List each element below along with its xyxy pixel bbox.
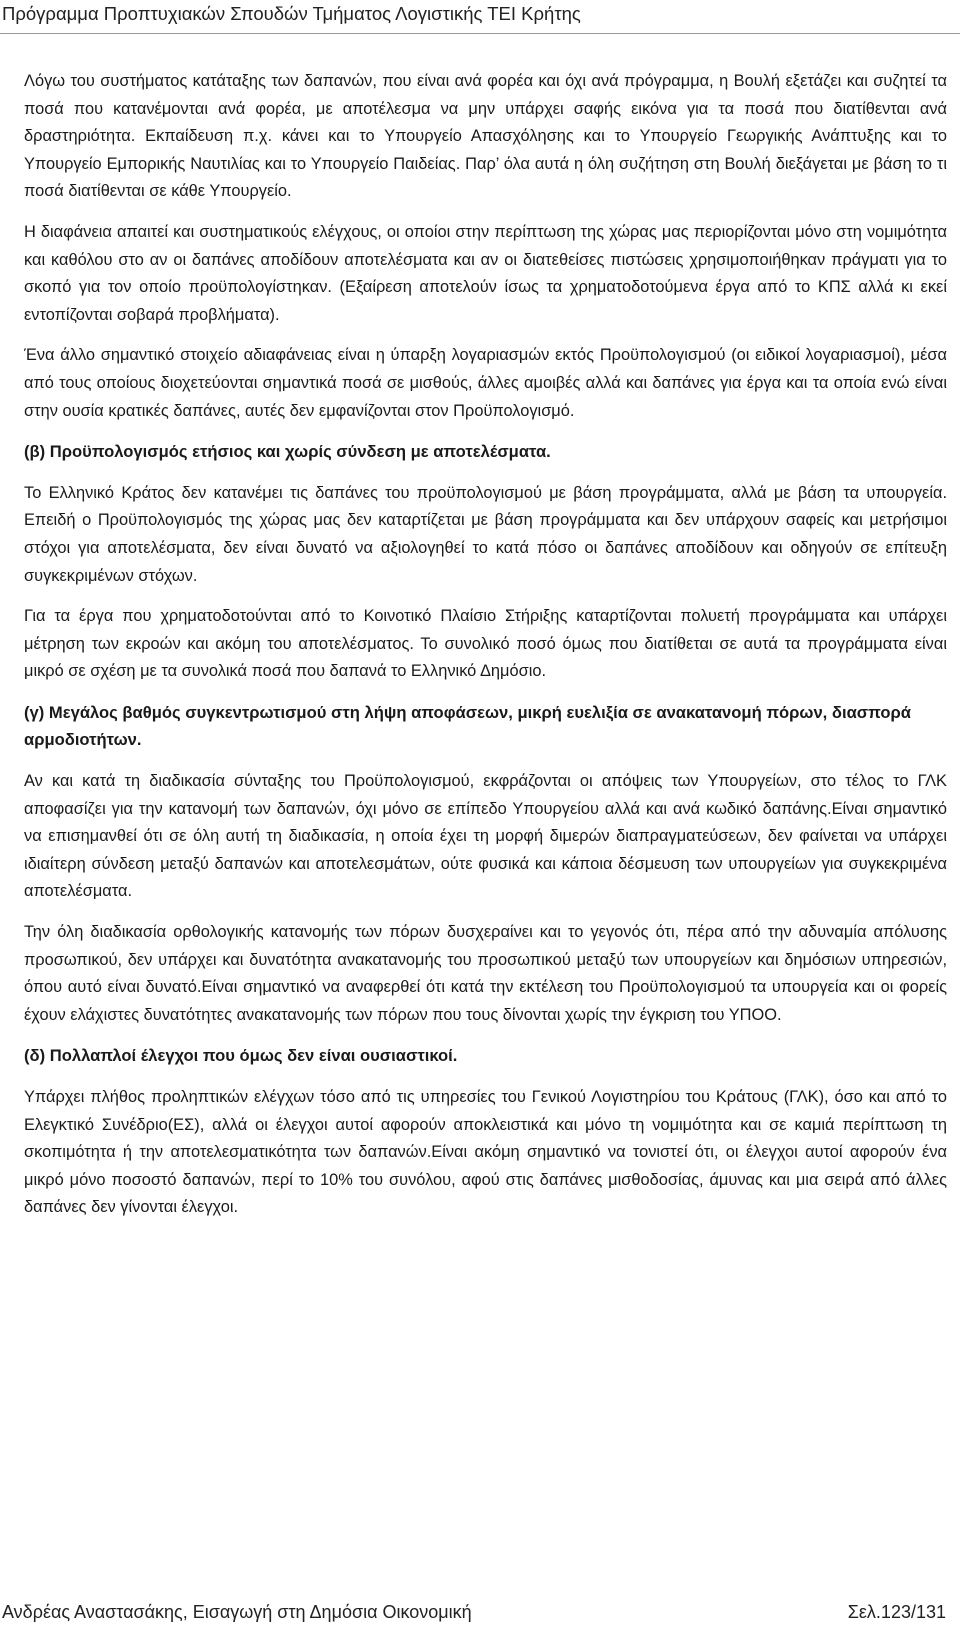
page-number: Σελ.123/131 bbox=[847, 1602, 946, 1622]
paragraph-community-support-framework: Για τα έργα που χρηματοδοτούνται από το Κοινοτικό Πλαίσιο Στήριξης καταρτίζονται πολυετή προγράμματα και υπάρχει μέτρηση των εκροών και ακόμη του αποτελέσματος. Το συνολικό ποσό όμως που διατίθεται σε αυτά τα προγράμματα είναι μικρό σε σχέση με τα συνολικά ποσά που δαπανά το Ελληνικό Δημόσιο. bbox=[24, 607, 947, 681]
heading-section-b: (β) Προϋπολογισμός ετήσιος και χωρίς σύνδεση με αποτελέσματα. bbox=[24, 442, 551, 462]
footer-author-title: Ανδρέας Αναστασάκης, Εισαγωγή στη Δημόσια Οικονομική bbox=[2, 1602, 472, 1622]
heading-section-d: (δ) Πολλαπλοί έλεγχοι που όμως δεν είναι ουσιαστικοί. bbox=[24, 1046, 458, 1066]
page-footer bbox=[2, 1599, 946, 1625]
heading-section-c: (γ) Μεγάλος βαθμός συγκεντρωτισμού στη λήψη αποφάσεων, μικρή ευελιξία σε ανακατανομή πόρων, διασπορά αρμοδιοτήτων. bbox=[24, 702, 911, 750]
paragraph-allocation-by-ministry: Το Ελληνικό Κράτος δεν κατανέμει τις δαπάνες του προϋπολογισμού με βάση προγράμματα, αλλά με βάση τα υπουργεία. Επειδή ο Προϋπολογισμός της χώρας μας δεν καταρτίζεται με βάση προγράμματα και δεν υπάρχουν σαφείς και μετρήσιμοι στόχοι για αποτελέσματα, δεν είναι δυνατό να αξιολογηθεί το κατά πόσο οι δαπάνες αποδίδουν και οδηγούν σε επίτευξη συγκεκριμένων στόχων. bbox=[24, 483, 947, 585]
paragraph-budget-classification: Λόγω του συστήματος κατάταξης των δαπανών, που είναι ανά φορέα και όχι ανά πρόγραμμα, η Βουλή εξετάζει και συζητεί τα ποσά που κατανέμονται ανά φορέα, με αποτέλεσμα να μην υπάρχει σαφής εικόνα για τα ποσά που διατίθενται ανά δραστηριότητα. Εκπαίδευση π.χ. κάνει και το Υπουργείο Απασχόλησης και το Υπουργείο Γεωργικής Ανάπτυξης και το Υπουργείο Εμπορικής Ναυτιλίας και το Υπουργείο Παιδείας. Παρ’ όλα αυτά η όλη συζήτηση στη Βουλή διεξάγεται με βάση το τι ποσά διατίθενται σε κάθε Υπουργείο. bbox=[24, 72, 947, 201]
paragraph-glk-decision: Αν και κατά τη διαδικασία σύνταξης του Προϋπολογισμού, εκφράζονται οι απόψεις των Υπουργείων, στο τέλος το ΓΛΚ αποφασίζει για την κατανομή των δαπανών, όχι μόνο σε επίπεδο Υπουργείου αλλά και ανά κωδικό δαπάνης.Είναι σημαντικό να επισημανθεί ότι σε όλη αυτή τη διαδικασία, η οποία έχει τη μορφή διμερών διαπραγματεύσεων, δεν φαίνεται να υπάρχει ιδιαίτερη σύνδεση μεταξύ δαπανών και αποτελεσμάτων, ούτε φυσικά και κάποια δέσμευση των υπουργείων για συγκεκριμένα αποτελέσματα. bbox=[24, 772, 947, 901]
header-title: Πρόγραμμα Προπτυχιακών Σπουδών Τμήματος Λογιστικής ΤΕΙ Κρήτης bbox=[2, 3, 581, 24]
paragraph-preventive-controls: Υπάρχει πλήθος προληπτικών ελέγχων τόσο από τις υπηρεσίες του Γενικού Λογιστηρίου του Κράτους (ΓΛΚ), όσο και από το Ελεγκτικό Συνέδριο(ΕΣ), αλλά οι έλεγχοι αυτοί αφορούν αποκλειστικά και μόνο τη νομιμότητα και σε καμιά περίπτωση τη σκοπιμότητα ή την αποτελεσματικότητα των δαπανών.Είναι ακόμη σημαντικό να τονιστεί ότι, οι έλεγχοι αυτοί αφορούν ένα μικρό μόνο ποσοστό δαπανών, περί το 10% του συνόλου, αφού στις δαπάνες μισθοδοσίας, άμυνας και μια σειρά από άλλες δαπάνες δεν γίνονται έλεγχοι. bbox=[24, 1088, 947, 1217]
paragraph-resource-allocation: Την όλη διαδικασία ορθολογικής κατανομής των πόρων δυσχεραίνει και το γεγονός ότι, πέρα από την αδυναμία απόλυσης προσωπικού, δεν υπάρχει και δυνατότητα ανακατανομής του προσωπικού μεταξύ των υπουργείων και δημόσιων υπηρεσιών, όπου αυτό είναι δυνατό.Είναι σημαντικό να αναφερθεί ότι κατά την εκτέλεση του Προϋπολογισμού τα υπουργεία και οι φορείς έχουν ελάχιστες δυνατότητες ανακατανομής των πόρων που τους δίνονται χωρίς την έγκριση του ΥΠΟΟ. bbox=[24, 923, 947, 1024]
page-header bbox=[0, 0, 960, 34]
paragraph-special-accounts: Ένα άλλο σημαντικό στοιχείο αδιαφάνειας είναι η ύπαρξη λογαριασμών εκτός Προϋπολογισμού (οι ειδικοί λογαριασμοί), μέσα από τους οποίους διοχετεύονται σημαντικά ποσά σε μισθούς, άλλες αμοιβές αλλά και δαπάνες για έργα και τα οποία ενώ είναι στην ουσία κρατικές δαπάνες, αυτές δεν εμφανίζονται στον Προϋπολογισμό. bbox=[24, 346, 947, 420]
paragraph-transparency-controls: Η διαφάνεια απαιτεί και συστηματικούς ελέγχους, οι οποίοι στην περίπτωση της χώρας μας περιορίζονται μόνο στη νομιμότητα και καθόλου στο αν οι δαπάνες αποδίδουν αποτελέσματα και αν οι διατεθείσες πιστώσεις χρησιμοποιήθηκαν πράγματι για το σκοπό για τον οποίο προϋπολογίστηκαν. (Εξαίρεση αποτελούν ίσως τα χρηματοδοτούμενα έργα από το ΚΠΣ αλλά κι εκεί εντοπίζονται σοβαρά προβλήματα). bbox=[24, 222, 947, 324]
document-body bbox=[24, 68, 947, 1235]
